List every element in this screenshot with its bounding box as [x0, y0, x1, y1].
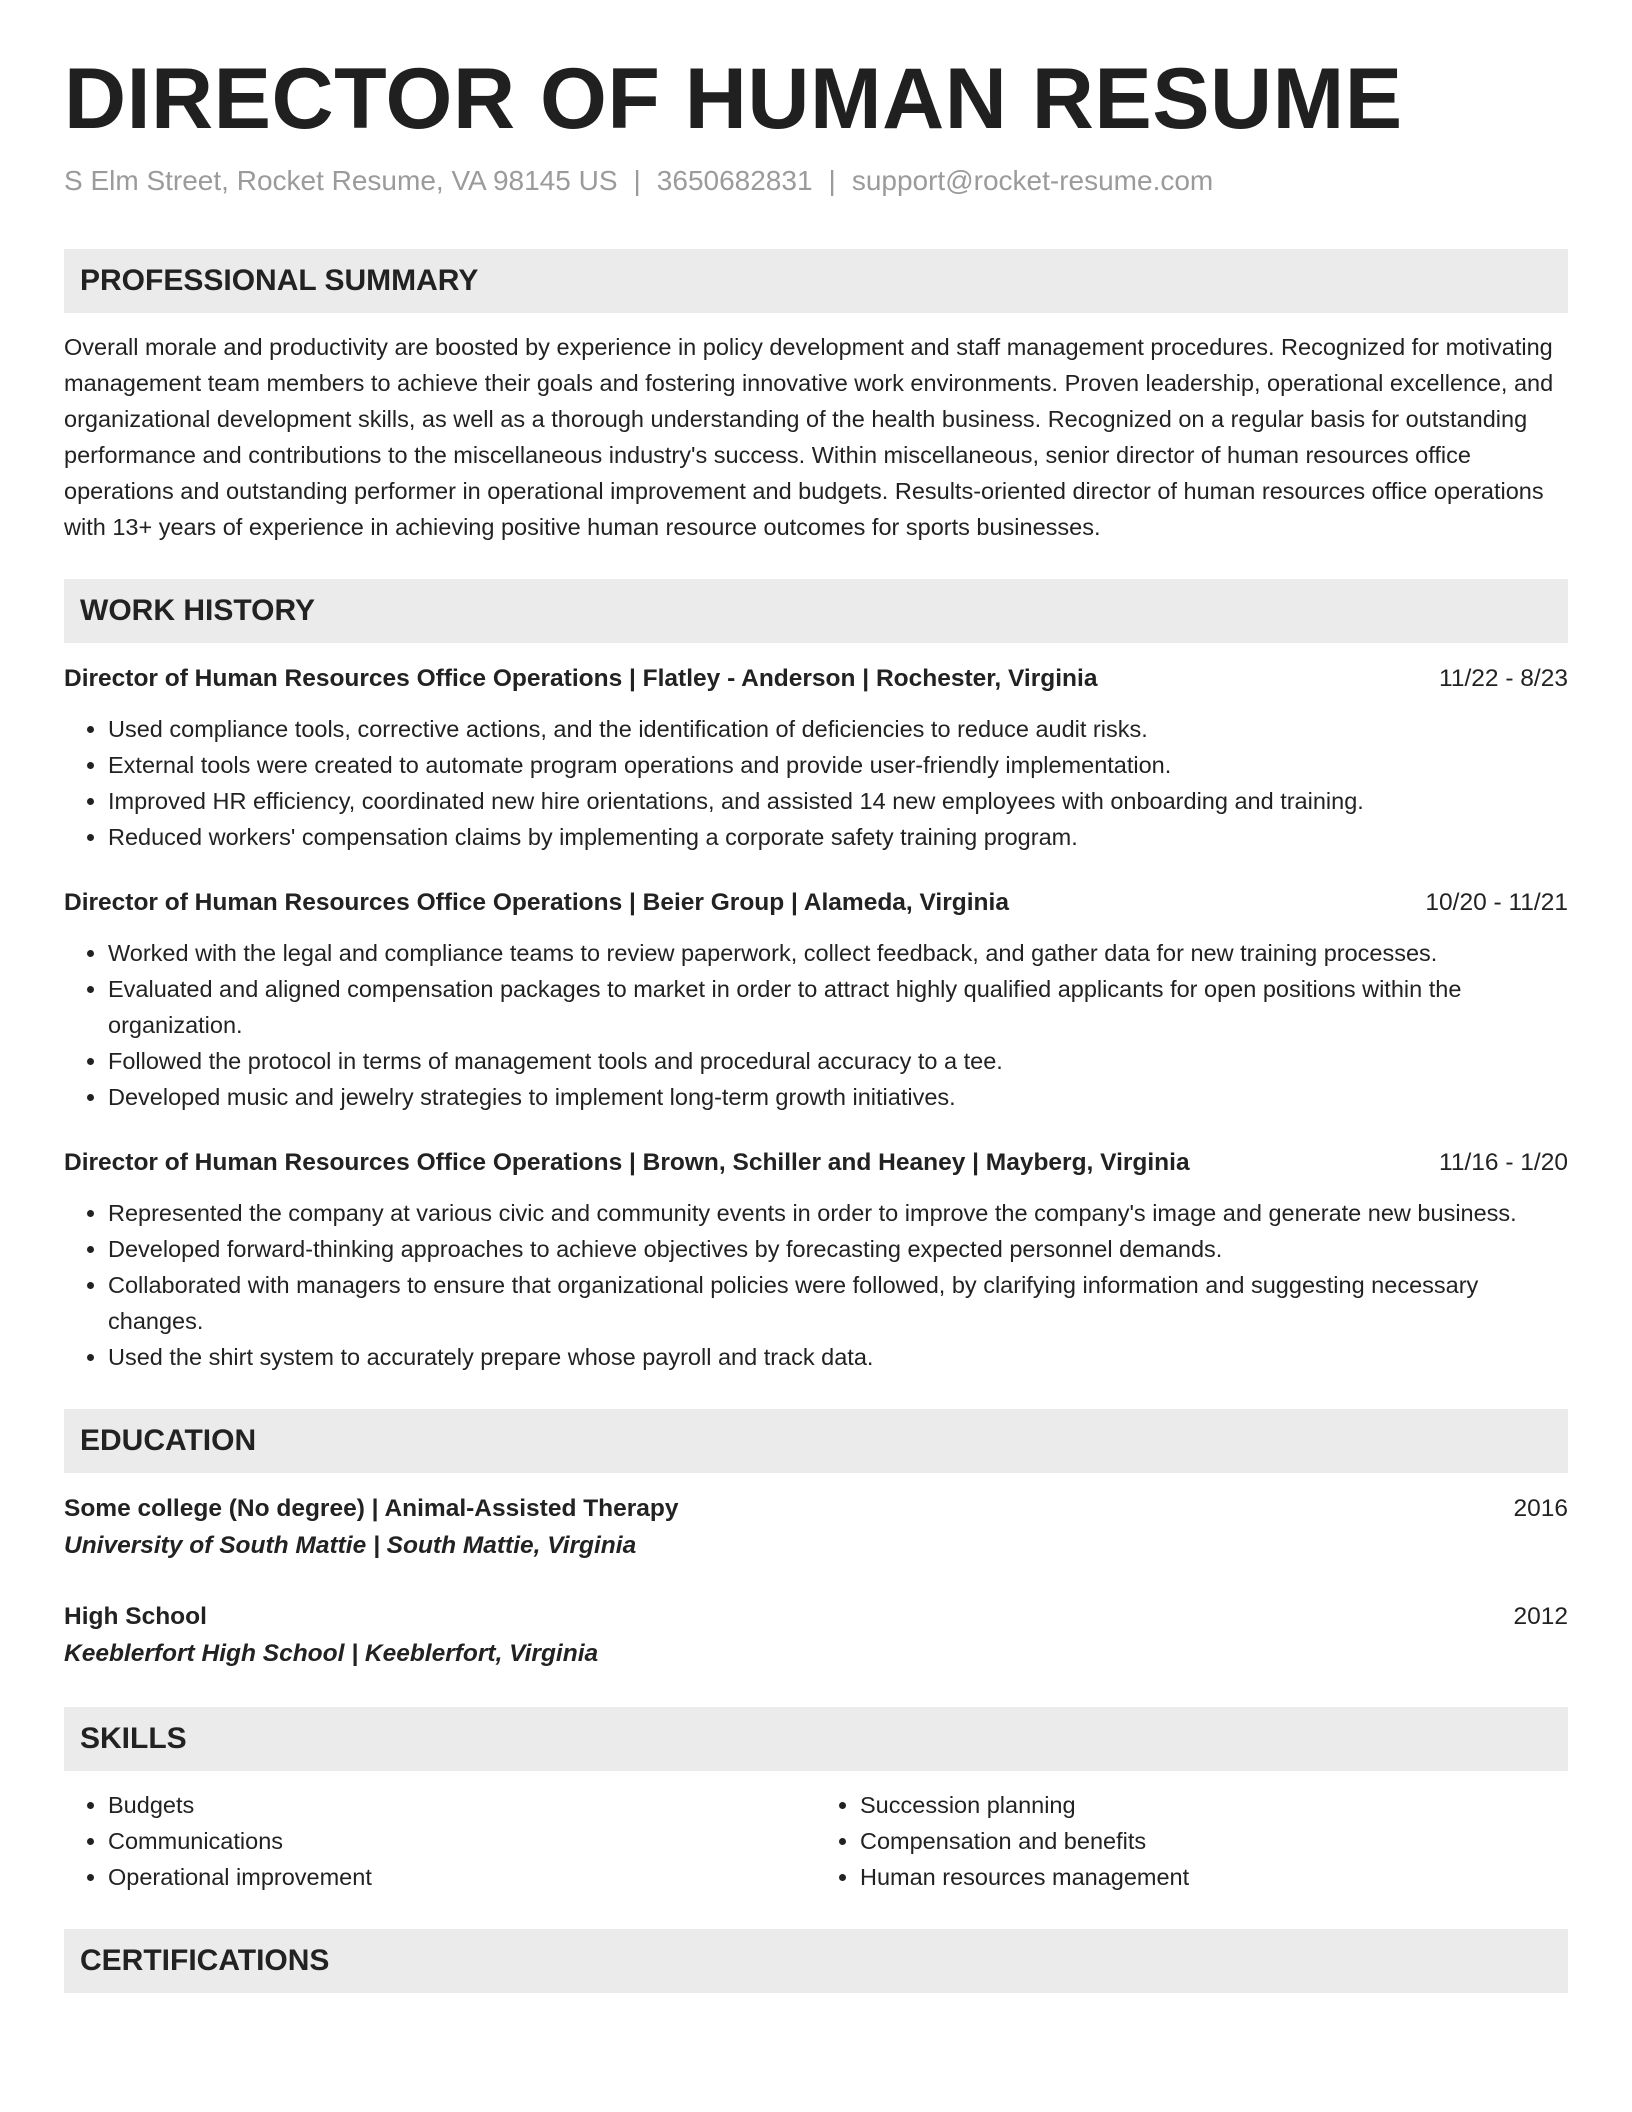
contact-line [64, 163, 1568, 199]
education-header [64, 1599, 1568, 1635]
job-bullet: • Followed the protocol in terms of management tools and procedural accuracy to a tee. [108, 1043, 1568, 1079]
education-header [64, 1491, 1568, 1527]
job-bullet: • Improved HR efficiency, coordinated new hire orientations, and assisted 14 new employees with onboarding and training. [108, 783, 1568, 819]
skill-item: • Budgets [108, 1787, 816, 1823]
resume-name: DIRECTOR OF HUMAN RESUME [64, 51, 1403, 147]
skill-item: • Human resources management [860, 1859, 1568, 1895]
skills-column-left [64, 1787, 816, 1895]
skill-item: • Succession planning [860, 1787, 1568, 1823]
job-bullet: • Worked with the legal and compliance teams to review paperwork, collect feedback, and gather data for new training processes. [108, 935, 1568, 971]
job-entry [64, 1145, 1568, 1375]
skill-item: • Operational improvement [108, 1859, 816, 1895]
job-bullet: • External tools were created to automate program operations and provide user-friendly implementation. [108, 747, 1568, 783]
education-degree: Some college (No degree) | Animal-Assisted Therapy [64, 1495, 679, 1523]
job-bullet: • Developed forward-thinking approaches to achieve objectives by forecasting expected personnel demands. [108, 1231, 1568, 1267]
job-title: Director of Human Resources Office Operations | Brown, Schiller and Heaney | Mayberg, Virginia [64, 1149, 1190, 1177]
job-bullet: • Evaluated and aligned compensation packages to market in order to attract highly qualified applicants for open positions within the organization. [108, 971, 1568, 1043]
job-bullet: • Used compliance tools, corrective actions, and the identification of deficiencies to reduce audit risks. [108, 711, 1568, 747]
job-bullet: • Reduced workers' compensation claims by implementing a corporate safety training program. [108, 819, 1568, 855]
section-heading-summary: PROFESSIONAL SUMMARY [64, 249, 1568, 313]
contact-separator: | [828, 164, 836, 196]
job-bullets [64, 1195, 1568, 1375]
skill-item: • Communications [108, 1823, 816, 1859]
education-degree: High School [64, 1603, 207, 1631]
contact-separator: | [633, 164, 641, 196]
job-header [64, 1145, 1568, 1181]
job-dates: 11/22 - 8/23 [1439, 665, 1568, 693]
education-school: Keeblerfort High School | Keeblerfort, Virginia [64, 1640, 599, 1668]
section-heading-education: EDUCATION [64, 1409, 1568, 1473]
contact-phone: 3650682831 [656, 164, 813, 196]
job-dates: 11/16 - 1/20 [1439, 1149, 1568, 1177]
summary-text: Overall morale and productivity are boosted by experience in policy development and staff management procedures. Recognized for motivating management team members to achieve their goals and fostering innovative work environments. Proven leadership, operational excellence, and organizational development skills, as well as a thorough understanding of the health business. Recognized on a regular basis for outstanding performance and contributions to the miscellaneous industry's success. Within miscellaneous, senior director of human resources office operations and outstanding performer in operational improvement and budgets. Results-oriented director of human resources office operations with 13+ years of experience in achieving positive human resource outcomes for sports businesses. [64, 334, 1554, 541]
education-school: University of South Mattie | South Mattie, Virginia [64, 1532, 637, 1560]
skill-item: • Compensation and benefits [860, 1823, 1568, 1859]
skills-column-right [816, 1787, 1568, 1895]
job-header [64, 661, 1568, 697]
section-heading-skills: SKILLS [64, 1707, 1568, 1771]
section-heading-certifications: CERTIFICATIONS [64, 1929, 1568, 1993]
job-bullets [64, 935, 1568, 1115]
job-title: Director of Human Resources Office Operations | Beier Group | Alameda, Virginia [64, 889, 1009, 917]
job-entry [64, 661, 1568, 855]
education-entry [64, 1599, 1568, 1673]
job-bullet: • Represented the company at various civic and community events in order to improve the company's image and generate new business. [108, 1195, 1568, 1231]
job-dates: 10/20 - 11/21 [1425, 889, 1568, 917]
job-header [64, 885, 1568, 921]
section-heading-work: WORK HISTORY [64, 579, 1568, 643]
job-title: Director of Human Resources Office Operations | Flatley - Anderson | Rochester, Virginia [64, 665, 1098, 693]
education-year: 2012 [1513, 1603, 1568, 1631]
job-bullet: • Collaborated with managers to ensure that organizational policies were followed, by clarifying information and suggesting necessary changes. [108, 1267, 1568, 1339]
contact-address: S Elm Street, Rocket Resume, VA 98145 US [64, 164, 618, 196]
skills-list [64, 1787, 1568, 1895]
job-entry [64, 885, 1568, 1115]
education-entry [64, 1491, 1568, 1565]
job-bullet: • Developed music and jewelry strategies to implement long-term growth initiatives. [108, 1079, 1568, 1115]
contact-email: support@rocket-resume.com [851, 164, 1214, 196]
job-bullet: • Used the shirt system to accurately prepare whose payroll and track data. [108, 1339, 1568, 1375]
education-year: 2016 [1513, 1495, 1568, 1523]
job-bullets [64, 711, 1568, 855]
